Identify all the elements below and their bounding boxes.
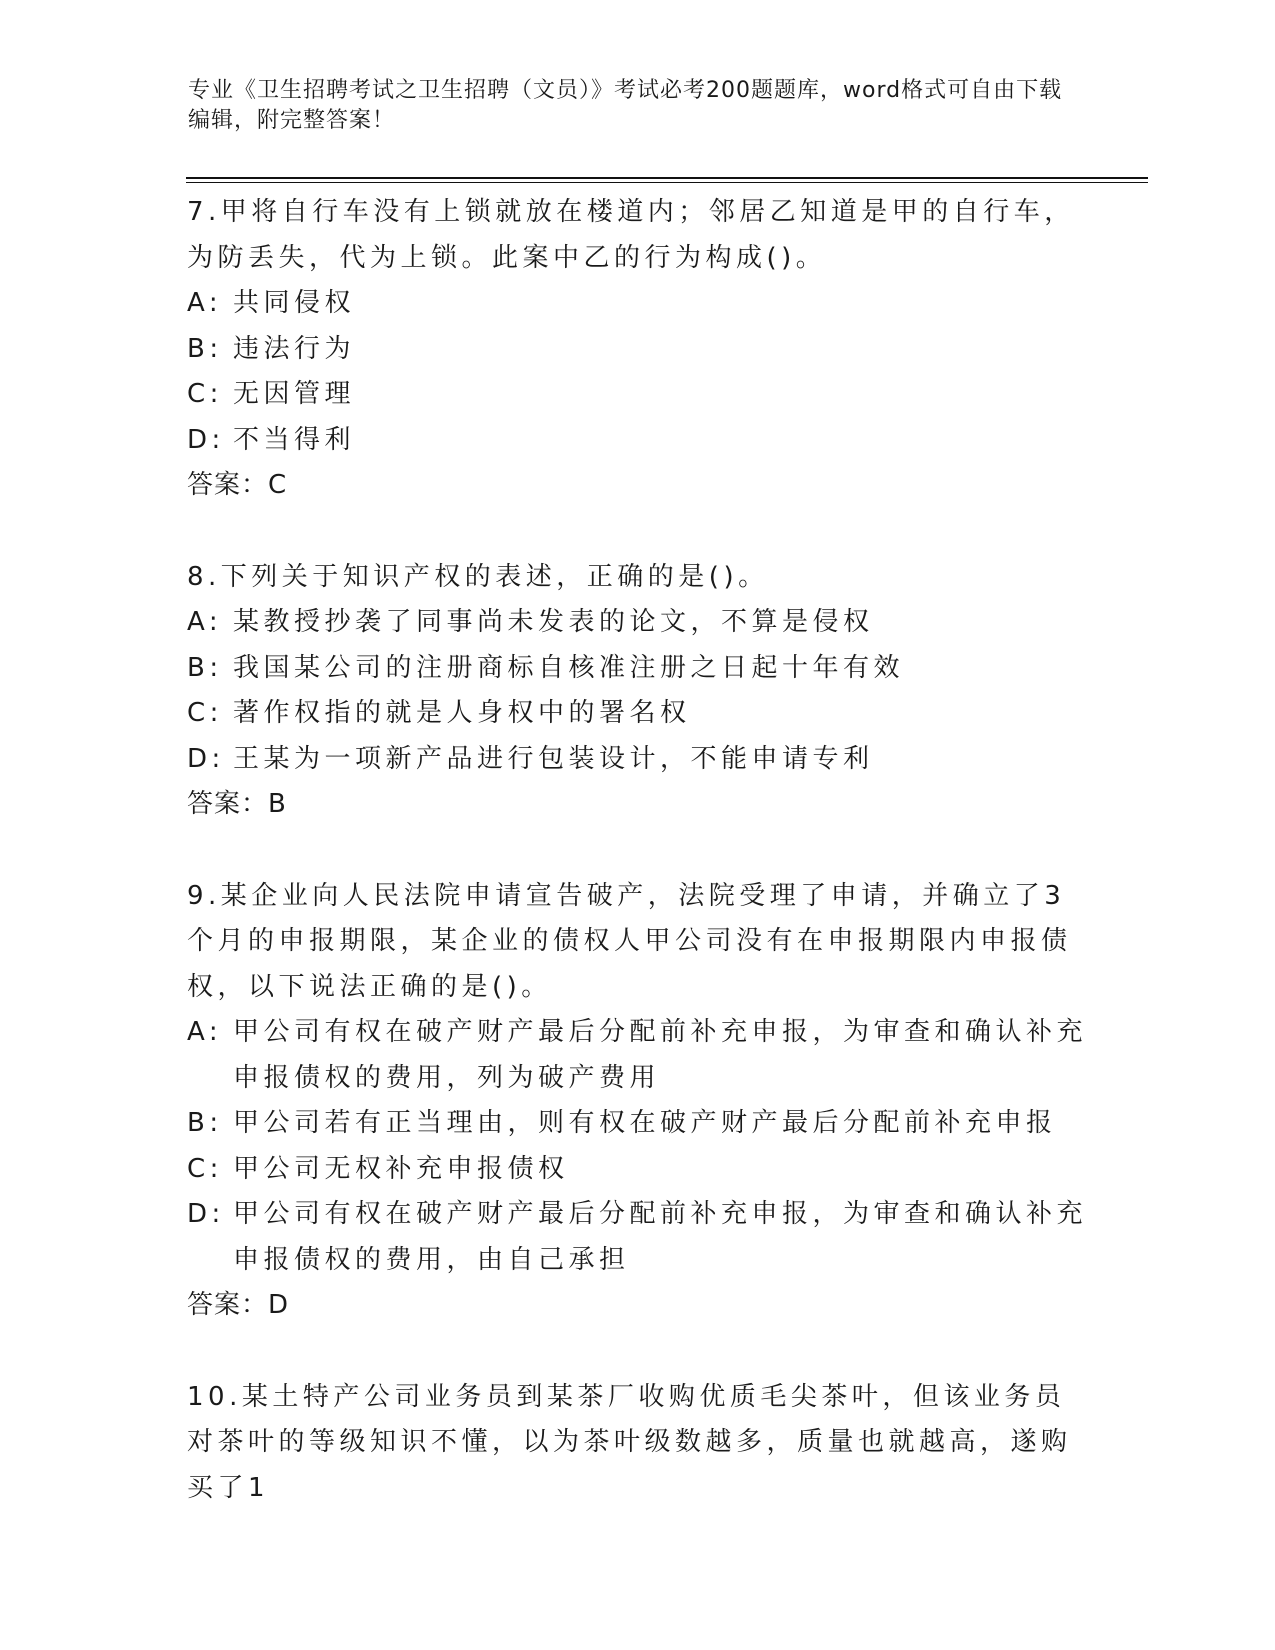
option-d <box>187 1192 1087 1283</box>
question-7 <box>187 190 1087 509</box>
option-text: 无因管理 <box>233 379 356 409</box>
option-text: 违法行为 <box>233 333 356 364</box>
question-10 <box>187 1375 1087 1512</box>
question-8 <box>187 555 1087 828</box>
option-text: 甲公司若有正当理由，则有权在破产财产最后分配前补充申报 <box>233 1108 1057 1138</box>
option-c <box>187 1147 1087 1193</box>
option-text: 不当得利 <box>233 424 356 455</box>
option-c <box>187 372 1087 418</box>
answer-line: 答案：D <box>187 1290 290 1320</box>
option-text: 共同侵权 <box>233 288 356 318</box>
option-key: D: <box>187 743 225 774</box>
option-text: 王某为一项新产品进行包装设计，不能申请专利 <box>233 743 874 774</box>
option-key: C: <box>187 379 223 409</box>
header-divider-thin <box>186 182 1148 183</box>
question-stem: 9.某企业向人民法院申请宣告破产，法院受理了申请，并确立了3个月的申报期限，某企业的债权人甲公司没有在申报期限内申报债权，以下说法正确的是()。 <box>187 880 1072 1002</box>
header-divider-thick <box>186 177 1148 179</box>
option-text: 甲公司有权在破产财产最后分配前补充申报，为审查和确认补充申报债权的费用，由自己承担 <box>233 1199 1088 1275</box>
document-header: 专业《卫生招聘考试之卫生招聘（文员）》考试必考200题题库，word格式可自由下载编辑，附完整答案！ <box>188 78 1063 133</box>
option-text: 某教授抄袭了同事尚未发表的论文，不算是侵权 <box>233 607 874 637</box>
option-key: A: <box>187 607 223 637</box>
option-key: C: <box>187 698 223 728</box>
option-text: 我国某公司的注册商标自核准注册之日起十年有效 <box>233 652 905 683</box>
option-a <box>187 281 1087 327</box>
option-c <box>187 691 1087 737</box>
option-b <box>187 1101 1087 1147</box>
option-d <box>187 737 1087 783</box>
option-key: C: <box>187 1153 223 1184</box>
option-a <box>187 1010 1087 1101</box>
option-key: D: <box>187 424 225 455</box>
question-9 <box>187 874 1087 1329</box>
option-text: 著作权指的就是人身权中的署名权 <box>233 698 691 728</box>
option-text: 甲公司有权在破产财产最后分配前补充申报，为审查和确认补充申报债权的费用，列为破产费用 <box>233 1017 1088 1093</box>
question-stem: 8.下列关于知识产权的表述，正确的是()。 <box>187 561 769 592</box>
option-key: B: <box>187 652 223 683</box>
option-text: 甲公司无权补充申报债权 <box>233 1153 569 1184</box>
option-a <box>187 600 1087 646</box>
option-key: A: <box>187 288 223 318</box>
option-b <box>187 327 1087 373</box>
option-key: B: <box>187 333 223 364</box>
question-list <box>187 190 1087 1557</box>
answer-line: 答案：B <box>187 789 287 819</box>
question-stem: 7.甲将自行车没有上锁就放在楼道内；邻居乙知道是甲的自行车，为防丢失，代为上锁。此案中乙的行为构成()。 <box>187 197 1075 273</box>
question-stem: 10.某土特产公司业务员到某茶厂收购优质毛尖茶叶，但该业务员对茶叶的等级知识不懂，以为茶叶级数越多，质量也就越高，遂购买了1 <box>187 1381 1072 1503</box>
answer-line: 答案：C <box>187 470 288 500</box>
option-d <box>187 418 1087 464</box>
option-b <box>187 646 1087 692</box>
option-key: D: <box>187 1199 225 1229</box>
option-key: A: <box>187 1017 223 1047</box>
option-key: B: <box>187 1108 223 1138</box>
